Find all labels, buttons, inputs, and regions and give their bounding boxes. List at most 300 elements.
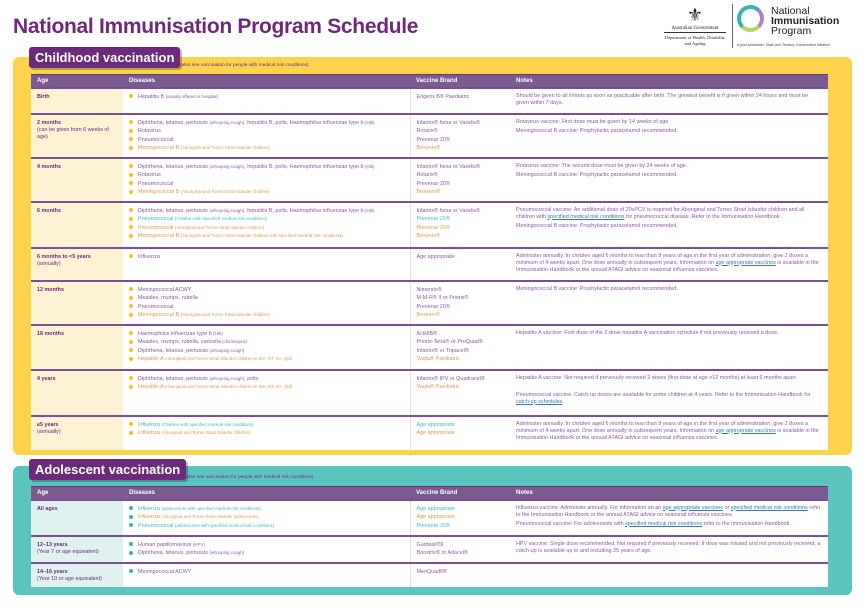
bullet-icon	[129, 296, 133, 300]
disease-item	[129, 505, 404, 514]
vaccine-brand: Infanrix® IPV or Quadracel®	[416, 375, 485, 382]
disease-qualifier: (Hib)	[365, 119, 375, 125]
disease-name: Pneumococcal	[138, 136, 174, 143]
vaccine-brand: Prevenar 20®	[416, 180, 450, 187]
note-text: Rotavirus vaccine: First dose must be given by 14 weeks of age.	[516, 118, 670, 125]
note-text: Administer annually. In children aged 6 months to less than 9 years of age in the first year of administration, give 2 doses a minimum of 4 weeks apart. One dose annually in subsequent years. Information on	[516, 420, 809, 434]
disease-qualifier: (whooping cough)	[209, 163, 245, 169]
disease-name: Rotavirus	[138, 172, 161, 178]
note-text: for pneumococcal disease. Refer to the Immunisation Handbook.	[624, 213, 781, 220]
notes-cell	[510, 416, 828, 450]
vaccine-brand: Prevenar 20®	[416, 224, 450, 231]
header-diseases: Diseases	[123, 487, 410, 500]
notes-cell	[510, 202, 828, 248]
department-name: Department of Health, Disability and Ageing	[664, 35, 726, 46]
notes-cell	[510, 370, 828, 416]
disease-qualifier: (chickenpox)	[222, 339, 248, 344]
table-row	[31, 416, 828, 450]
note-paragraph	[516, 505, 822, 519]
disease-name: Meningococcal B	[138, 312, 180, 318]
bullet-icon	[129, 331, 133, 335]
age-label: 6 months	[37, 207, 61, 214]
disease-qualifier: (Hib)	[365, 207, 375, 213]
disease-qualifier: (Hib)	[213, 330, 223, 336]
adolescent-see-also: (also see vaccination for people with medical risk conditions)	[185, 475, 314, 480]
vaccine-cell	[410, 202, 510, 248]
disease-qualifier: (Hib)	[365, 163, 375, 169]
vaccine-brand: Age appropriate	[416, 430, 455, 436]
note-text: Pneumococcal vaccine: An additional dose of 20vPCV is required for Aboriginal and Torres Strait Islander children and all children with	[516, 206, 805, 220]
table-row	[31, 500, 828, 536]
header-diseases: Diseases	[123, 75, 410, 88]
age-label: 4 months	[37, 163, 61, 170]
disease-qualifier: (whooping cough)	[209, 119, 245, 125]
table-row	[31, 325, 828, 370]
note-text: refer to the Immunisation Handbook or the annual ATAGI advice on seasonal influenza vaccines.	[516, 504, 821, 518]
bullet-icon	[129, 146, 133, 150]
vaccine-brand: Nimenrix®	[416, 286, 442, 293]
vaccine-brand: Prevenar 20®	[416, 522, 450, 529]
disease-item	[129, 568, 404, 577]
bullet-icon	[129, 340, 133, 344]
note-text: Meningococcal B vaccine: Prophylactic paracetamol recommended.	[516, 285, 678, 292]
header-vaccine-brand: Vaccine Brand	[410, 75, 510, 88]
note-paragraph	[516, 128, 822, 135]
notes-cell	[510, 158, 828, 202]
coat-of-arms-icon: ⚜	[686, 5, 704, 25]
vaccine-brand: Age appropriate	[416, 253, 455, 260]
disease-item	[129, 549, 404, 558]
disease-name: Pneumococcal	[138, 224, 174, 231]
notes-cell	[510, 536, 828, 563]
disease-item	[129, 119, 404, 128]
note-paragraph	[516, 172, 822, 179]
header-vaccine-brand: Vaccine Brand	[410, 487, 510, 500]
age-label: 12 months	[37, 286, 64, 293]
disease-name: Pneumococcal	[138, 522, 174, 529]
age-label: All ages	[37, 505, 58, 512]
bullet-icon	[129, 173, 133, 177]
vaccine-cell	[410, 158, 510, 202]
disease-name: Hepatitis A	[138, 384, 164, 390]
disease-item	[129, 338, 404, 347]
disease-item	[129, 224, 404, 233]
age-note: (Year 7 or age equivalent)	[37, 549, 99, 555]
vaccine-brand: Bexsero®	[416, 145, 441, 151]
disease-item	[129, 429, 404, 438]
bullet-icon	[129, 120, 133, 124]
disease-item	[129, 163, 404, 172]
table-header-row	[31, 75, 828, 88]
bullet-icon	[129, 234, 133, 238]
vaccine-brand: Gardasil®9	[416, 541, 444, 548]
vaccine-brand: Age appropriate	[416, 505, 455, 512]
disease-qualifier: (Children with specified medical risk conditions)	[161, 421, 254, 427]
note-text: .	[562, 398, 564, 405]
note-paragraph	[516, 93, 822, 107]
vaccine-cell	[410, 88, 510, 114]
bullet-icon	[129, 348, 133, 352]
bullet-icon	[129, 569, 133, 573]
disease-name: Rotavirus	[138, 128, 161, 134]
note-link[interactable]: age appropriate vaccines	[715, 427, 776, 434]
notes-cell	[510, 281, 828, 325]
disease-qualifier: (Aboriginal and Torres Strait Islander children in WA, NT, SA, Qld)	[164, 384, 293, 389]
bullet-icon	[129, 551, 133, 555]
age-cell	[31, 370, 123, 416]
age-cell	[31, 536, 123, 563]
disease-item	[129, 207, 404, 216]
age-label: 14–16 years	[37, 568, 68, 575]
disease-qualifier: (usually offered in hospital)	[165, 93, 218, 99]
note-paragraph	[516, 330, 822, 337]
notes-cell	[510, 500, 828, 536]
note-paragraph	[516, 375, 822, 382]
note-paragraph	[516, 286, 822, 293]
notes-cell	[510, 114, 828, 158]
vaccine-cell	[410, 536, 510, 563]
disease-item	[129, 522, 404, 531]
note-paragraph	[516, 163, 822, 170]
note-paragraph	[516, 207, 822, 221]
age-cell	[31, 281, 123, 325]
note-text: or	[722, 504, 731, 511]
disease-item	[129, 136, 404, 145]
disease-name: Meningococcal B	[138, 233, 180, 239]
age-cell	[31, 500, 123, 536]
vaccine-brand: Boostrix® or Adacel®	[416, 550, 468, 556]
note-text: Hepatitis A vaccine: Not required if previously received 2 doses (first dose at age ≥12 months) at least 6 months apart.	[516, 374, 798, 381]
note-text: Pneumococcal vaccine: Catch-up doses are available for some children at 4 years. Refer to the Immunisation Handbook for	[516, 391, 811, 398]
age-label: ≥5 years	[37, 421, 59, 428]
vaccine-brand: Rotarix®	[416, 128, 438, 134]
vaccine-brand: Bexsero®	[416, 233, 441, 239]
age-label: Birth	[37, 93, 50, 100]
disease-name: Meningococcal ACWY	[138, 568, 192, 575]
bullet-icon	[129, 217, 133, 221]
disease-qualifier: (whooping cough)	[209, 207, 245, 213]
disease-name: Influenza	[138, 514, 160, 520]
table-row	[31, 114, 828, 158]
vaccine-cell	[410, 114, 510, 158]
disease-name-cont: , hepatitis B, polio, Haemophilus influenzae type b	[244, 163, 364, 170]
disease-qualifier: (Aboriginal and Torres Strait Islander children)	[174, 224, 265, 230]
disease-item	[129, 383, 404, 392]
disease-item	[129, 541, 404, 550]
disease-name: Diphtheria, tetanus, pertussis	[138, 207, 208, 214]
bullet-icon	[129, 287, 133, 291]
disease-name: Meningococcal B	[138, 189, 180, 195]
age-note: (can be given from 6 weeks of age)	[37, 127, 109, 140]
vaccine-brand: Engerix B® Paediatric	[416, 93, 470, 100]
bullet-icon	[129, 181, 133, 185]
diseases-cell	[123, 500, 410, 536]
disease-name: Diphtheria, tetanus, pertussis	[138, 550, 208, 556]
table-row	[31, 248, 828, 281]
gov-logo-text: Australian Government	[664, 26, 726, 33]
disease-name: Measles, mumps, rubella, varicella	[138, 339, 221, 345]
diseases-cell	[123, 563, 410, 587]
disease-name: Influenza	[138, 505, 160, 512]
disease-name: Diphtheria, tetanus, pertussis	[138, 375, 208, 382]
note-link[interactable]: age appropriate vaccines	[715, 259, 776, 266]
disease-name: Influenza	[138, 430, 160, 436]
vaccine-cell	[410, 563, 510, 587]
disease-name: Meningococcal ACWY	[138, 286, 192, 293]
note-text: Meningococcal B vaccine: Prophylactic paracetamol recommended.	[516, 222, 678, 229]
disease-item	[129, 375, 404, 384]
bullet-icon	[129, 385, 133, 389]
vaccine-cell	[410, 416, 510, 450]
age-note: (Year 10 or age equivalent)	[37, 576, 102, 582]
vaccine-brand: Age appropriate	[416, 421, 455, 428]
table-header-row	[31, 487, 828, 500]
age-label: 6 months to <5 years	[37, 253, 91, 260]
bullet-icon	[129, 506, 133, 510]
age-cell	[31, 202, 123, 248]
age-label: 18 months	[37, 330, 64, 337]
note-text: HPV vaccine: Single dose recommended. Not required if previously received. If dose was missed and not previously received, a catch-up is available up to and including 25 years of age.	[516, 540, 821, 554]
vaccine-brand: Infanrix® or Tripacel®	[416, 347, 469, 354]
vaccine-brand: Vaqta® Paediatric	[416, 356, 460, 362]
age-cell	[31, 325, 123, 370]
bullet-icon	[129, 523, 133, 527]
disease-item	[129, 330, 404, 339]
vaccine-brand: Bexsero®	[416, 312, 441, 318]
age-cell	[31, 88, 123, 114]
disease-item	[129, 171, 404, 180]
notes-cell	[510, 563, 828, 587]
vaccine-cell	[410, 370, 510, 416]
age-label: 2 months	[37, 119, 61, 126]
vaccine-cell	[410, 281, 510, 325]
disease-qualifier: (Aboriginal and Torres Strait Islander children)	[180, 312, 270, 317]
age-cell	[31, 158, 123, 202]
disease-qualifier: (Aboriginal and Torres Strait Islander children)	[161, 430, 251, 435]
vaccine-brand: Bexsero®	[416, 189, 441, 195]
header-age: Age	[31, 75, 123, 88]
diseases-cell	[123, 416, 410, 450]
note-link[interactable]: specified medical risk conditions	[547, 213, 625, 220]
diseases-cell	[123, 88, 410, 114]
diseases-cell	[123, 325, 410, 370]
age-cell	[31, 114, 123, 158]
disease-qualifier: (Aboriginal and Torres Strait Islander adolescents)	[161, 514, 259, 519]
disease-qualifier: (Aboriginal and Torres Strait Islander children)	[180, 145, 270, 150]
disease-qualifier: (whooping cough)	[209, 375, 245, 381]
header-notes: Notes	[510, 75, 828, 88]
disease-qualifier: (Aboriginal and Torres Strait Islander children)	[180, 189, 270, 194]
disease-item	[129, 215, 404, 224]
disease-qualifier: (adolescents with specified medical risk conditions)	[174, 522, 275, 528]
table-row	[31, 370, 828, 416]
vaccine-brand: Prevenar 20®	[416, 216, 450, 222]
disease-item	[129, 355, 404, 364]
vaccine-brand: Vaqta® Paediatric	[416, 384, 460, 390]
disease-item	[129, 294, 404, 303]
childhood-schedule-table	[31, 74, 828, 450]
childhood-section-title: Childhood vaccination	[29, 47, 180, 68]
disease-name: Influenza	[138, 253, 160, 260]
notes-cell	[510, 88, 828, 114]
note-paragraph	[516, 223, 822, 230]
age-note: (annually)	[37, 429, 61, 435]
table-row	[31, 281, 828, 325]
note-paragraph	[516, 541, 822, 555]
note-paragraph	[516, 392, 822, 406]
note-text: is available in the Immunisation Handbook or the annual ATAGI advice on seasonal influenza vaccines.	[516, 259, 819, 273]
adolescent-section-title: Adolescent vaccination	[29, 459, 186, 480]
bullet-icon	[129, 515, 133, 519]
vaccine-brand: MenQuadfi®	[416, 568, 447, 575]
disease-item	[129, 303, 404, 312]
disease-name: Pneumococcal	[138, 180, 174, 187]
disease-name: Haemophilus influenzae type b	[138, 330, 212, 337]
diseases-cell	[123, 158, 410, 202]
disease-item	[129, 421, 404, 430]
disease-name: Hepatitis B	[138, 93, 165, 100]
note-text: Rotavirus vaccine: The second dose must be given by 24 weeks of age.	[516, 162, 688, 169]
notes-cell	[510, 325, 828, 370]
header-notes: Notes	[510, 487, 828, 500]
disease-item	[129, 180, 404, 189]
note-link[interactable]: specified medical risk conditions	[730, 504, 808, 511]
note-paragraph	[516, 119, 822, 126]
disease-item	[129, 347, 404, 356]
disease-item	[129, 253, 404, 262]
header-age: Age	[31, 487, 123, 500]
nip-logo-subtitle: A joint Australian, State and Territory Government Initiative	[737, 43, 830, 47]
vaccine-brand: Infanrix® hexa or Vaxelis®	[416, 207, 481, 214]
bullet-icon	[129, 313, 133, 317]
disease-qualifier: (Aboriginal and Torres Strait Islander children in WA, NT, SA, Qld)	[164, 356, 293, 361]
bullet-icon	[129, 431, 133, 435]
vaccine-brand: Prevenar 20®	[416, 303, 450, 310]
disease-name: Diphtheria, tetanus, pertussis	[138, 163, 208, 170]
disease-item	[129, 232, 404, 241]
table-row	[31, 158, 828, 202]
note-text: is available in the Immunisation Handbook or the annual ATAGI advice on seasonal influenza vaccines.	[516, 427, 819, 441]
table-row	[31, 536, 828, 563]
disease-name: Influenza	[138, 421, 160, 428]
disease-name-cont: , hepatitis B, polio, Haemophilus influenzae type b	[244, 207, 364, 214]
bullet-icon	[129, 164, 133, 168]
disease-item	[129, 127, 404, 136]
adolescent-schedule-table	[31, 486, 828, 587]
disease-item	[129, 93, 404, 102]
bullet-icon	[129, 225, 133, 229]
vaccine-brand: M-M-R® II or Priorix®	[416, 295, 469, 301]
diseases-cell	[123, 114, 410, 158]
notes-cell	[510, 248, 828, 281]
disease-qualifier: (whooping cough)	[209, 550, 245, 555]
vaccine-brand: Prevenar 20®	[416, 136, 450, 143]
disease-qualifier: (Aboriginal and Torres Strait Islander children with specified medical risk conditions)	[180, 233, 343, 238]
disease-item	[129, 286, 404, 295]
table-row	[31, 563, 828, 587]
childhood-see-also: (also see vaccination for people with medical risk conditions)	[180, 63, 309, 68]
nip-logo-line1: National	[771, 5, 810, 17]
bullet-icon	[129, 542, 133, 546]
note-link[interactable]: age appropriate vaccines	[662, 504, 723, 511]
note-paragraph	[516, 521, 822, 528]
age-cell	[31, 416, 123, 450]
bullet-icon	[129, 422, 133, 426]
bullet-icon	[129, 304, 133, 308]
vaccine-cell	[410, 248, 510, 281]
disease-qualifier: (Children with specified medical risk conditions)	[174, 216, 268, 221]
bullet-icon	[129, 357, 133, 361]
disease-item	[129, 513, 404, 522]
disease-name: Pneumococcal	[138, 216, 174, 222]
vaccine-brand: Age appropriate	[416, 514, 455, 520]
bullet-icon	[129, 94, 133, 98]
disease-name: Human papillomavirus	[138, 541, 192, 548]
disease-qualifier: (whooping cough)	[209, 347, 245, 353]
note-link[interactable]: catch-up schedules	[516, 398, 563, 405]
note-text: Administer annually. In children aged 6 months to less than 9 years of age in the first year of administration, give 2 doses a minimum of 4 weeks apart. One dose annually in subsequent years. Information on	[516, 252, 809, 266]
disease-name: Pneumococcal	[138, 303, 174, 310]
bullet-icon	[129, 190, 133, 194]
nip-logo-line3: Program	[771, 25, 812, 37]
diseases-cell	[123, 370, 410, 416]
note-text: Meningococcal B vaccine: Prophylactic paracetamol recommended.	[516, 171, 678, 178]
vaccine-brand: Infanrix® hexa or Vaxelis®	[416, 163, 481, 170]
disease-name: Measles, mumps, rubella	[138, 295, 198, 301]
diseases-cell	[123, 281, 410, 325]
disease-name: Diphtheria, tetanus, pertussis	[138, 347, 208, 354]
bullet-icon	[129, 208, 133, 212]
table-row	[31, 202, 828, 248]
note-paragraph	[516, 253, 822, 274]
australian-government-logo	[664, 4, 726, 46]
bullet-icon	[129, 254, 133, 258]
disease-item	[129, 144, 404, 153]
table-row	[31, 88, 828, 114]
age-label: 4 years	[37, 375, 56, 382]
note-text: Influenza vaccine: Administer annually. For information on an	[516, 504, 663, 511]
page-title: National Immunisation Program Schedule	[13, 15, 419, 38]
diseases-cell	[123, 202, 410, 248]
bullet-icon	[129, 137, 133, 141]
logo-divider	[732, 4, 733, 48]
vaccine-brand: ActHIB®	[416, 330, 438, 337]
diseases-cell	[123, 248, 410, 281]
age-cell	[31, 248, 123, 281]
disease-name: Meningococcal B	[138, 145, 180, 151]
bullet-icon	[129, 129, 133, 133]
note-text: Should be given to all infants as soon as practicable after birth. The greatest benefit is if given within 24 hours and must be given within 7 days.	[516, 92, 809, 106]
age-label: 12–13 years	[37, 541, 68, 548]
vaccine-cell	[410, 325, 510, 370]
age-cell	[31, 563, 123, 587]
disease-item	[129, 188, 404, 197]
note-text: Hepatitis A vaccine: First dose of the 2-dose hepatitis A vaccination schedule if not previously received a dose.	[516, 329, 779, 336]
diseases-cell	[123, 536, 410, 563]
note-text: Meningococcal B vaccine: Prophylactic paracetamol recommended.	[516, 127, 678, 134]
disease-item	[129, 311, 404, 320]
note-link[interactable]: specified medical risk conditions	[625, 520, 703, 527]
note-text: refer to the Immunisation Handbook.	[702, 520, 791, 527]
disease-name-cont: , hepatitis B, polio, Haemophilus influenzae type b	[244, 119, 364, 126]
disease-name-cont: , polio	[244, 375, 259, 382]
vaccine-brand: Rotarix®	[416, 172, 438, 178]
nip-logo-line2: Immunisation	[771, 15, 840, 27]
vaccine-cell	[410, 500, 510, 536]
vaccine-brand: Priorix-Tetra® or ProQuad®	[416, 339, 483, 345]
disease-name: Diphtheria, tetanus, pertussis	[138, 119, 208, 126]
age-note: (annually)	[37, 261, 61, 267]
